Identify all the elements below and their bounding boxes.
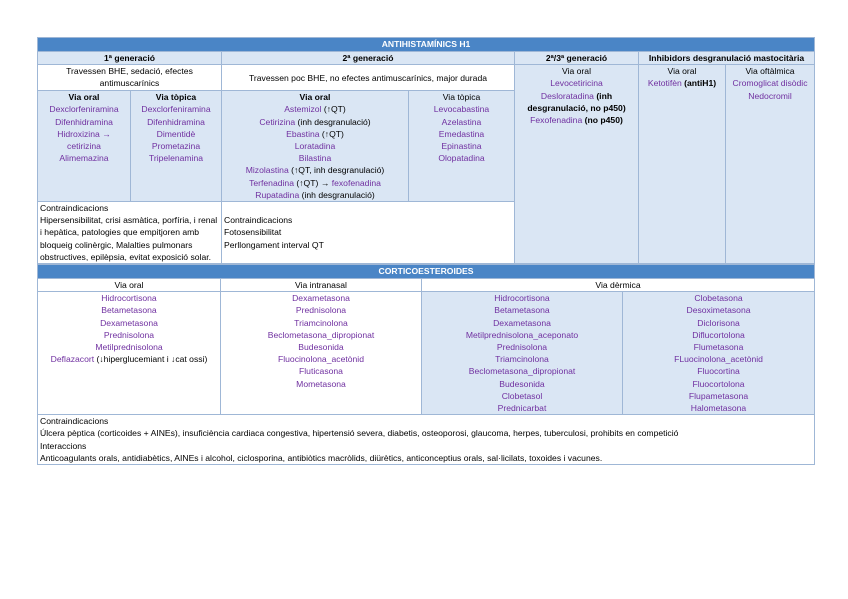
gen2-drug-line: [224, 164, 406, 176]
gen3-drug-line: [517, 90, 636, 114]
corticosteroids-table: [37, 264, 815, 465]
gen3-drug: Levocetiricina: [550, 78, 603, 89]
antihistamines-title: ANTIHISTAMÍNICS H1: [38, 38, 815, 52]
gen2-topical-cell: [409, 91, 515, 202]
gen1-oral-drug: Dexclorfeniramina: [49, 104, 119, 115]
gen2-drug-note: (↑QT) →: [293, 177, 332, 188]
cortico-dermal-drug: Metilprednisolona_aceponato: [465, 329, 579, 340]
mast-ophthalmic-title: Via oftàlmica: [745, 66, 795, 77]
gen2-drug-note: (inh desgranulació): [295, 116, 371, 127]
gen2-drug: Bilastina: [298, 153, 332, 164]
cortico-dermal-drug: Diflucortolona: [692, 329, 745, 340]
gen2-title: 2ª generació: [222, 52, 515, 65]
cortico-interactions-title: Interaccions: [40, 440, 87, 451]
gen3-drug-note: (inh desgranulació, no p450): [527, 90, 626, 113]
gen1-oral-drug: cetirizina: [67, 141, 101, 152]
cortico-nasal-drug: Fluticasona: [299, 366, 343, 377]
cortico-dermal-drug: Clobetasol: [501, 390, 543, 401]
gen1-oral-drug: Difenhidramina: [55, 116, 113, 127]
gen1-contra-text: Hipersensibilitat, crisi asmàtica, porfíria, i renal i hepàtica, patologies que empitjoren amb bloqueig colinèrgic, Malalties pulmonars obstructives, epilèpsia, evitat exposició solar.: [40, 215, 218, 262]
gen2-oral-cell: [222, 91, 409, 202]
gen1-topical-drug: Dexclorfeniramina: [141, 104, 211, 115]
cortico-contra-title: Contraindicacions: [40, 416, 109, 427]
gen1-description: Travessen BHE, sedació, efectes antimuscarínics: [38, 65, 222, 91]
gen3-drug: Fexofenadina: [530, 115, 583, 126]
gen1-contraindications: [38, 202, 222, 264]
cortico-oral-drug-line: [40, 353, 218, 365]
cortico-dermal-drug: Prednicarbat: [497, 403, 547, 414]
cortico-dermal-drug: Desoximetasona: [686, 305, 751, 316]
gen3-oral-title: Via oral: [562, 66, 591, 77]
cortico-nasal-drug: Fluocinolona_acetònid: [277, 354, 364, 365]
gen2-drug-line: [224, 116, 406, 128]
cortico-nasal-cell: [221, 292, 422, 415]
gen2-contra-item: Fotosensibilitat: [224, 227, 282, 238]
cortico-oral-drug: Hidrocortisona: [101, 293, 157, 304]
cortico-dermal-cell-1: [422, 292, 623, 415]
gen3-cell: [515, 65, 639, 264]
gen2-topical-title: Via tòpica: [442, 92, 481, 103]
gen1-topical-drug: Prometazina: [151, 141, 201, 152]
gen2-contra-item: Perllongament interval QT: [224, 239, 324, 250]
gen1-oral-drug: Alimemazina: [59, 153, 109, 164]
gen2-drug: Astemizol: [284, 104, 322, 115]
cortico-oral-drug: Betametasona: [101, 305, 157, 316]
gen2-drug-line: [224, 189, 406, 201]
gen2-topical-drug: Olopatadina: [438, 153, 485, 164]
cortico-dermal-title: Via dèrmica: [422, 279, 815, 292]
cortico-dermal-drug: Dexametasona: [493, 317, 551, 328]
mast-drug-note: (antiH1): [681, 78, 717, 89]
gen3-drug-line: [517, 114, 636, 126]
gen1-topical-drug: Dimentidè: [156, 128, 196, 139]
gen2-topical-drug: Emedastina: [438, 128, 485, 139]
cortico-nasal-drug: Mometasona: [296, 378, 346, 389]
cortico-nasal-drug: Dexametasona: [292, 293, 350, 304]
cortico-nasal-drug: Budesonida: [298, 342, 344, 353]
gen1-topical-title: Via tòpica: [155, 92, 197, 103]
cortico-oral-drug: Prednisolona: [103, 329, 155, 340]
cortico-oral-cell: [38, 292, 221, 415]
gen2-drug-note: (↑QT, inh desgranulació): [288, 165, 385, 176]
gen1-oral-title: Via oral: [68, 92, 100, 103]
cortico-dermal-drug: Fluocortolona: [692, 378, 745, 389]
gen2-topical-drug: Azelastina: [441, 116, 482, 127]
mast-drug-line: [641, 77, 723, 89]
cortico-nasal-drug: Beclometasona_dipropionat: [267, 329, 375, 340]
cortico-dermal-drug: Hidrocortisona: [494, 293, 550, 304]
cortico-nasal-title: Via intranasal: [221, 279, 422, 292]
gen1-contra-title: Contraindicacions: [40, 203, 109, 214]
gen2-drug: Rupatadina: [255, 189, 300, 200]
gen2-drug-line: [224, 177, 406, 189]
cortico-dermal-drug: Flumetasona: [693, 342, 744, 353]
cortico-dermal-drug: Flupametasona: [688, 390, 749, 401]
cortico-nasal-drug: Prednisolona: [295, 305, 347, 316]
cortico-dermal-drug: Clobetasona: [694, 293, 743, 304]
gen1-topical-drug: Tripelenamina: [148, 153, 204, 164]
mast-title: Inhibidors desgranulació mastocitària: [639, 52, 815, 65]
gen2-drug-note: (↑QT): [319, 128, 344, 139]
gen2-drug-replacement: fexofenadina: [331, 177, 381, 188]
gen2-drug-note: (↑QT): [321, 104, 346, 115]
gen2-drug: Terfenadina: [249, 177, 294, 188]
mast-ophthalmic-drug: Cromoglicat disòdic: [732, 78, 808, 89]
cortico-oral-drug: Deflazacort: [50, 354, 95, 365]
gen3-drug: Desloratadina: [540, 90, 594, 101]
summary-document: [37, 37, 814, 465]
cortico-dermal-cell-2: [623, 292, 815, 415]
cortico-dermal-drug: Diclorisona: [697, 317, 740, 328]
cortico-dermal-drug: Prednisolona: [496, 342, 548, 353]
cortico-oral-drug-note: (↓hiperglucemiant i ↓cat ossi): [94, 354, 208, 365]
cortico-dermal-drug: Betametasona: [494, 305, 550, 316]
cortico-dermal-drug: Beclometasona_dipropionat: [468, 366, 576, 377]
cortico-dermal-drug: Fluocortina: [697, 366, 740, 377]
cortico-dermal-drug: Budesonida: [499, 378, 545, 389]
gen2-drug-note: (inh desgranulació): [299, 189, 375, 200]
cortico-contra-text: Úlcera pèptica (corticoides + AINEs), insuficiència cardiaca congestiva, hipertensió severa, diabetis, osteoporosi, glaucoma, herpes, tuberculosi, prohibits en competició: [40, 428, 679, 439]
cortico-nasal-drug: Triamcinolona: [294, 317, 348, 328]
mast-ophthalmic-drug: Nedocromil: [748, 90, 792, 101]
gen2-drug: Ebastina: [286, 128, 320, 139]
gen1-topical-drug: Difenhidramina: [147, 116, 205, 127]
mast-drug: Ketotifèn: [647, 78, 682, 89]
gen2-drug-line: [224, 128, 406, 140]
gen2-drug: Cetirizina: [259, 116, 296, 127]
gen2-contra-title: Contraindicacions: [224, 215, 293, 226]
gen2-topical-drug: Levocabastina: [433, 104, 490, 115]
cortico-dermal-drug: FLuocinolona_acetònid: [674, 354, 763, 365]
corticosteroids-title: CORTICOESTEROIDES: [38, 265, 815, 279]
cortico-interactions-text: Anticoagulants orals, antidiabètics, AINEs i alcohol, ciclosporina, antibiòtics macròlids, diürètics, anticonceptius orals, sal·licilats, toxoides i vacunes.: [40, 452, 603, 463]
gen2-drug: Loratadina: [294, 141, 336, 152]
gen2-drug-line: [224, 103, 406, 115]
mast-oral-cell: [639, 65, 726, 264]
gen1-topical-cell: [131, 91, 222, 202]
gen2-drug: Mizolastina: [245, 165, 289, 176]
gen2-oral-title: Via oral: [299, 92, 331, 103]
cortico-dermal-drug: Triamcinolona: [495, 354, 549, 365]
gen1-oral-cell: [38, 91, 131, 202]
cortico-oral-drug: Metilprednisolona: [95, 342, 163, 353]
mast-ophthalmic-cell: [726, 65, 815, 264]
cortico-notes: [38, 415, 815, 465]
gen3-drug-note: (no p450): [582, 115, 623, 126]
cortico-oral-drug: Dexametasona: [100, 317, 158, 328]
gen2-contraindications: [222, 202, 515, 264]
gen3-title: 2ª/3ª generació: [515, 52, 639, 65]
antihistamines-table: [37, 37, 815, 264]
gen2-topical-drug: Epinastina: [441, 141, 482, 152]
cortico-dermal-drug: Halometasona: [690, 403, 747, 414]
cortico-oral-title: Via oral: [38, 279, 221, 292]
gen1-title: 1ª generació: [38, 52, 222, 65]
mast-oral-title: Via oral: [667, 66, 697, 77]
gen1-oral-drug: Hidroxizina →: [57, 128, 111, 139]
gen2-description: Travessen poc BHE, no efectes antimuscarínics, major durada: [222, 65, 515, 91]
